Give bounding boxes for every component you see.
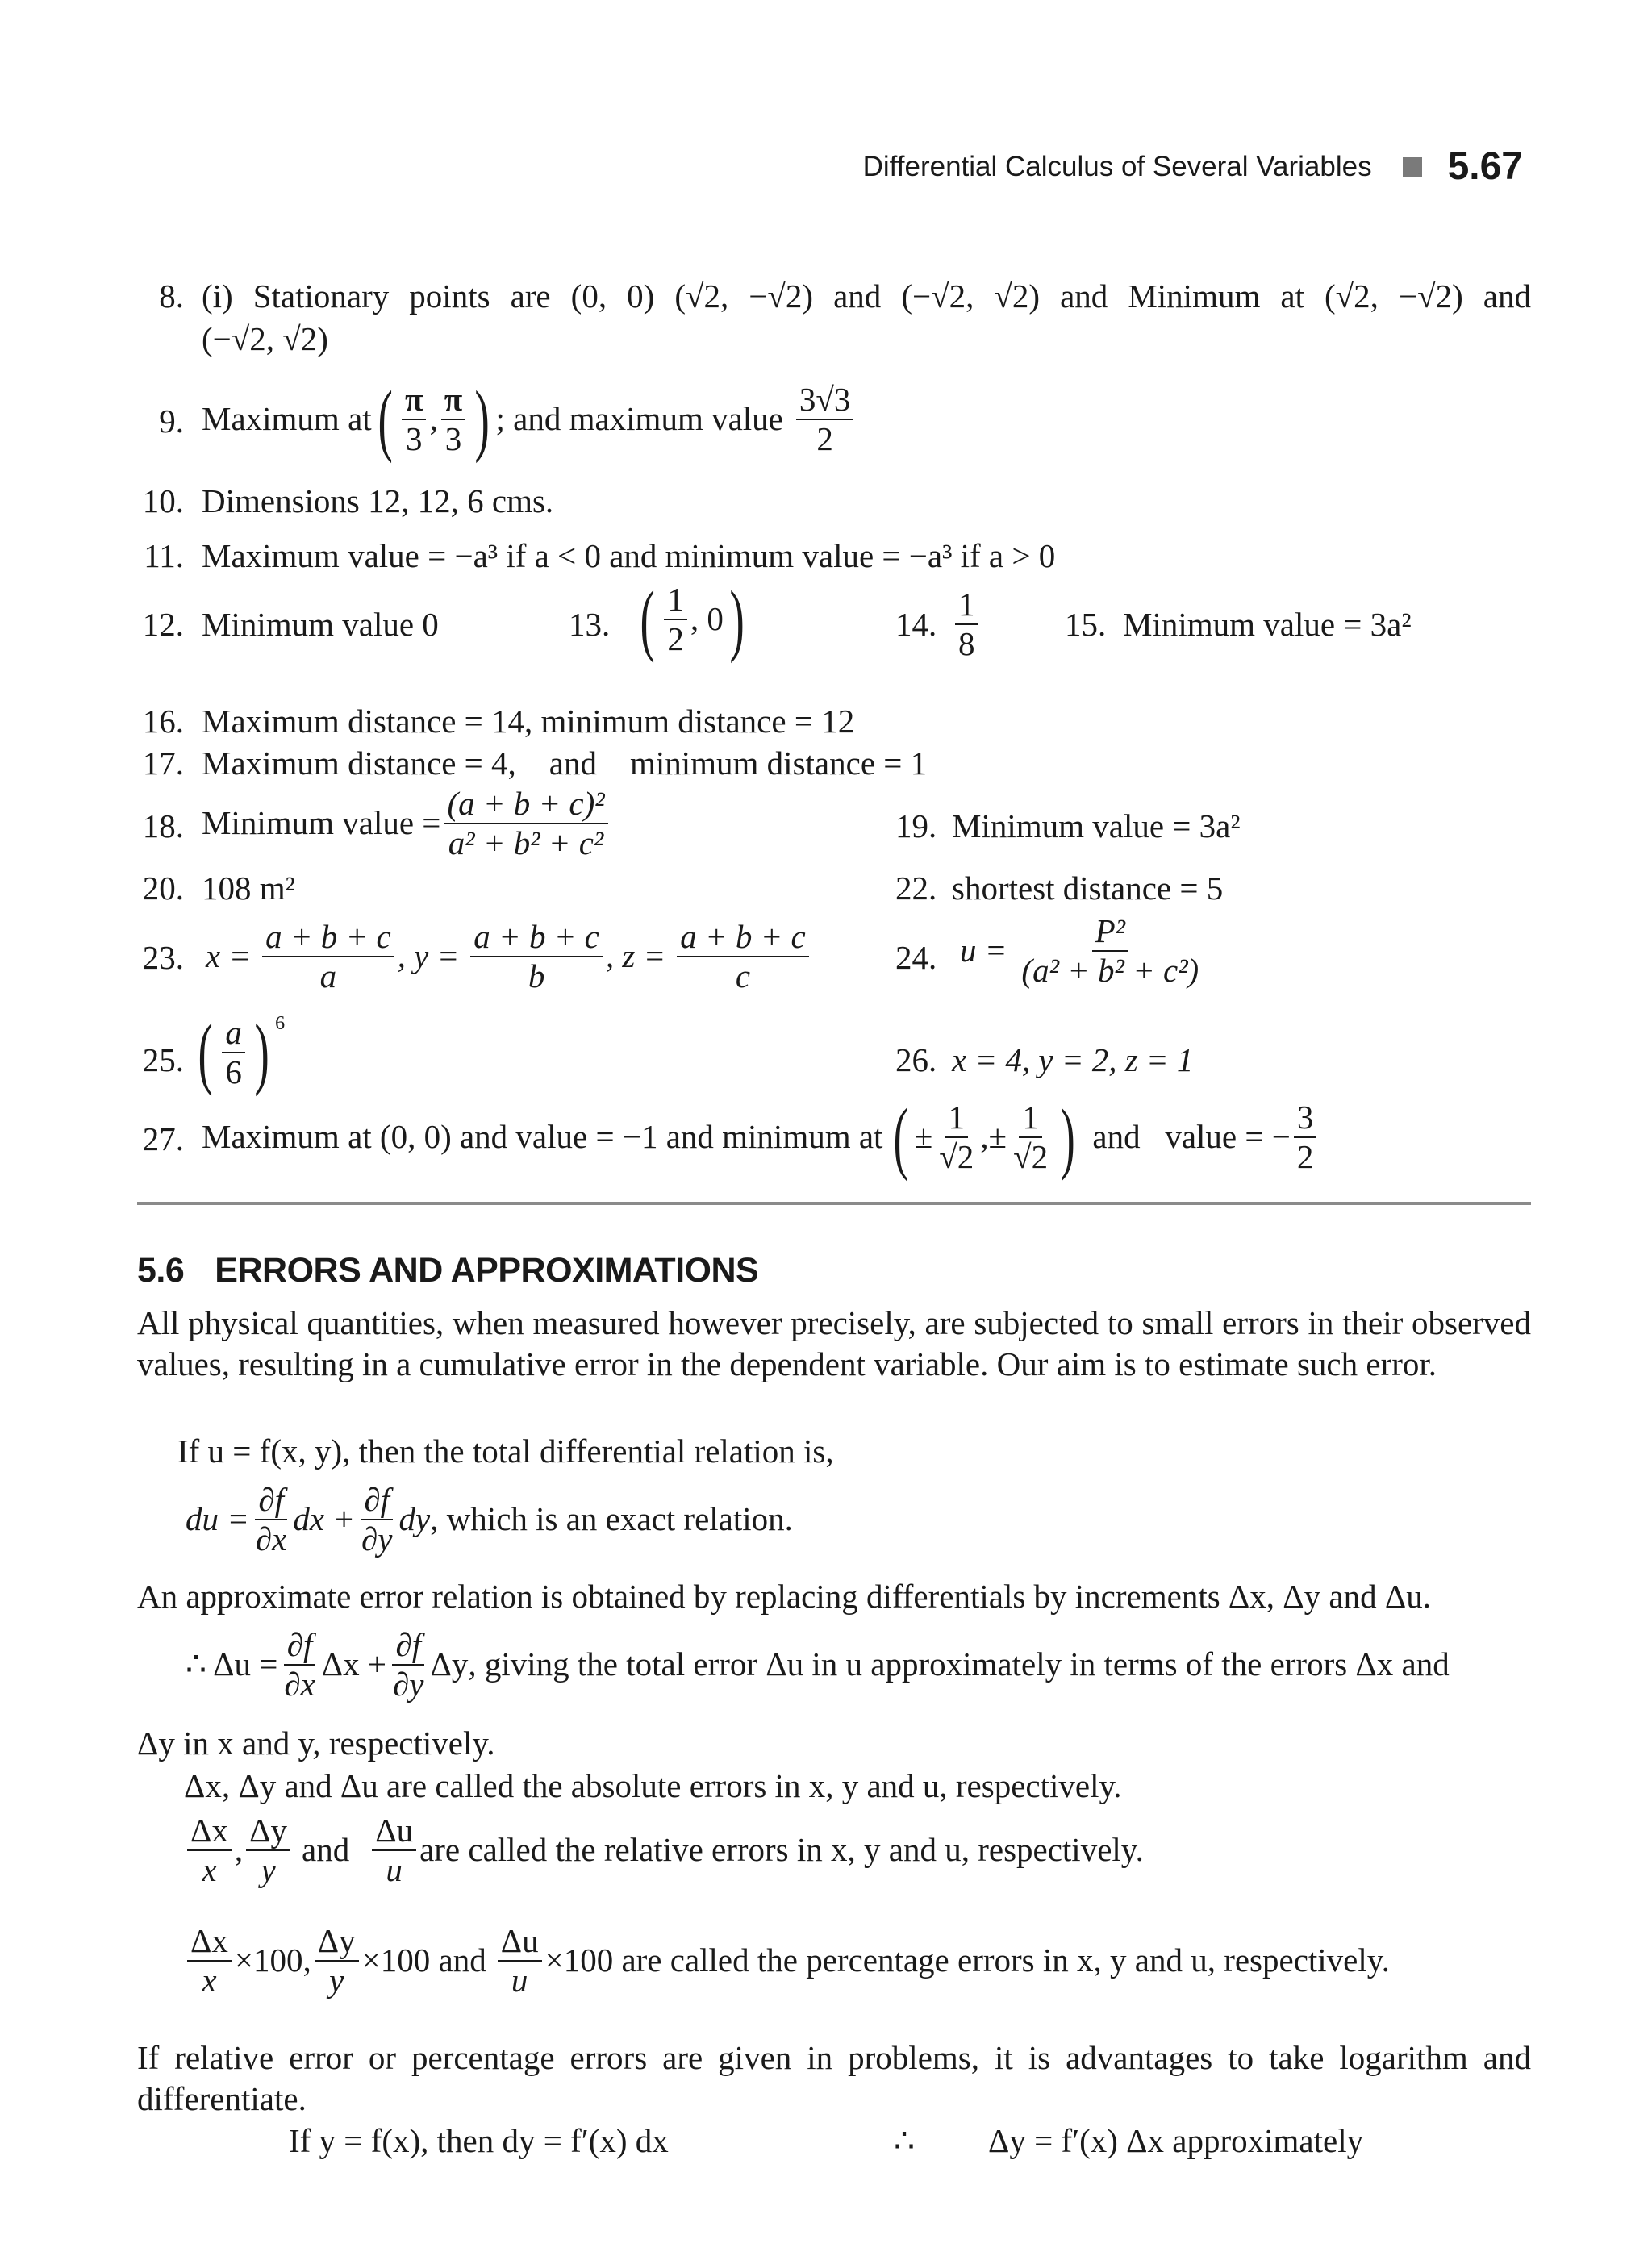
absolute-errors: Δx, Δy and Δu are called the absolute errors in x, y and u, respectively. xyxy=(184,1767,1122,1804)
answer-15: Minimum value = 3a² xyxy=(1123,606,1412,643)
fraction: $\frac{\text{P²}}{\text{(a² + b² + c²)}}$ xyxy=(1021,912,1199,990)
answer-13-number: 13. xyxy=(569,606,611,643)
answer-27-text: Maximum at (0, 0) and value = −1 and minimum at xyxy=(202,1118,883,1156)
fraction: $\frac{1}{8}$ xyxy=(955,587,978,661)
fraction: $\frac{1}{2}$ xyxy=(664,582,687,657)
page-number: 5.67 xyxy=(1447,145,1523,188)
answer-15-number: 15. xyxy=(1065,606,1107,643)
answer-16: Maximum distance = 14, minimum distance = 12 xyxy=(202,703,855,740)
relative-errors: $\frac{\Delta x}{x}$ , $\frac{\Delta y}{y}$ and $\frac{\Delta u}{u}$ are called the relative errors in x, y and u, respectively. xyxy=(184,1813,1144,1887)
du-equation: du = $\frac{\partial f}{\partial x}$ dx + $\frac{\partial f}{\partial y}$ dy , which is an exact relation. xyxy=(186,1481,793,1558)
running-header xyxy=(863,144,1523,190)
answer-10-number: 10. xyxy=(142,482,184,519)
answer-9-number: 9. xyxy=(159,402,184,440)
answer-14-number: 14. xyxy=(895,606,937,643)
section-heading xyxy=(137,1250,758,1292)
answer-24: u = $\frac{\text{P²}}{\text{(a² + b² + c²)}}$ xyxy=(960,914,1205,988)
answer-9-max-value: $\frac{3√3}{2}$ xyxy=(796,382,854,457)
fraction: $\frac{\Delta u}{u}$ xyxy=(498,1924,542,1998)
last-line-right: Δy = f′(x) Δx approximately xyxy=(988,2122,1364,2159)
answer-17: Maximum distance = 4, and minimum distance = 1 xyxy=(202,744,928,782)
answer-27: Maximum at (0, 0) and value = −1 and minimum at ( ± $\frac{1}{√2}$ , ± $\frac{1}{√2}$ ) and value = − $\frac{3}{2}$ xyxy=(202,1085,1320,1190)
delta-equation: ∴ Δu = $\frac{\partial f}{\partial x}$ Δx + $\frac{\partial f}{\partial y}$ Δy , giving the total error Δu in u approximately in terms of the errors Δx and xyxy=(186,1626,1450,1703)
answer-23: x = $\frac{a + b + c}{a}$ , y = $\frac{a + b + c}{b}$ , z = $\frac{a + b + c}{c}$ xyxy=(206,919,812,994)
answer-9-text2: ; and maximum value xyxy=(495,400,783,438)
answer-18 xyxy=(202,786,611,861)
fraction: $\frac{1}{√2}$ xyxy=(1013,1098,1049,1175)
section-divider xyxy=(137,1202,1531,1205)
answer-13: ( $\frac{1}{2}$ , 0 ) xyxy=(640,574,745,664)
header-title: Differential Calculus of Several Variables xyxy=(862,150,1372,182)
fraction: $\frac{a + b + c}{b}$ xyxy=(470,919,603,994)
answer-27-number: 27. xyxy=(142,1120,184,1157)
answer-11: Maximum value = −a³ if a < 0 and minimum value = −a³ if a > 0 xyxy=(202,537,1056,574)
answer-9-point: ( $\frac{\pi}{3}$ , $\frac{\pi}{3}$ ) xyxy=(378,374,490,464)
intro-paragraph: All physical quantities, when measured however precisely, are subjected to small errors in their observed values, resulting in a cumulative error in the dependent variable. Our aim is to estimate such error. xyxy=(137,1304,1531,1382)
fraction: $\frac{a + b + c}{c}$ xyxy=(677,919,809,994)
answer-26: x = 4, y = 2, z = 1 xyxy=(952,1041,1194,1078)
fraction: $\frac{\text{(a + b + c)²}}{\text{a² + b² + c²}}$ xyxy=(444,786,607,861)
answer-10: Dimensions 12, 12, 6 cms. xyxy=(202,482,554,519)
answer-19: Minimum value = 3a² xyxy=(952,807,1241,844)
last-line-left: If y = f(x), then dy = f′(x) dx xyxy=(289,2122,669,2159)
fraction: $\frac{\pi}{3}$ xyxy=(402,382,426,457)
fraction: $\frac{\partial f}{\partial y}$ xyxy=(361,1481,393,1558)
answer-25-number: 25. xyxy=(142,1041,184,1078)
fraction: $\frac{\Delta x}{x}$ xyxy=(187,1924,232,1998)
therefore-symbol: ∴ xyxy=(894,2122,916,2159)
fraction: $\frac{\Delta x}{x}$ xyxy=(187,1813,232,1887)
delta-cont: Δy in x and y, respectively. xyxy=(137,1724,495,1762)
fraction: $\frac{\partial f}{\partial y}$ xyxy=(393,1626,424,1703)
fraction: $\frac{3}{2}$ xyxy=(1294,1100,1317,1174)
approx-relation: An approximate error relation is obtained by replacing differentials by increments Δx, Δy and Δu. xyxy=(137,1578,1431,1615)
fraction: $\frac{\partial f}{\partial x}$ xyxy=(284,1626,315,1703)
answer-24-number: 24. xyxy=(895,939,937,976)
answer-22: shortest distance = 5 xyxy=(952,869,1224,907)
answer-12-number: 12. xyxy=(142,606,184,643)
square-icon xyxy=(1403,157,1422,177)
fraction: $\frac{\pi}{3}$ xyxy=(441,382,465,457)
answer-19-number: 19. xyxy=(895,807,937,844)
section-title: ERRORS AND APPROXIMATIONS xyxy=(215,1251,759,1290)
answer-25-exponent: 6 xyxy=(275,1013,286,1034)
fraction: $\frac{\Delta y}{y}$ xyxy=(315,1924,359,1998)
answer-12: Minimum value 0 xyxy=(202,606,439,643)
section-number: 5.6 xyxy=(137,1251,185,1290)
fraction: $\frac{\Delta y}{y}$ xyxy=(246,1813,290,1887)
fraction: $\frac{1}{√2}$ xyxy=(939,1098,974,1175)
if-u-line: If u = f(x, y), then the total differential relation is, xyxy=(177,1432,834,1470)
answer-18-text: Minimum value = xyxy=(202,804,441,842)
answer-20: 108 m² xyxy=(202,869,295,907)
answer-20-number: 20. xyxy=(142,869,184,907)
answer-14 xyxy=(952,587,982,661)
answer-11-number: 11. xyxy=(144,537,184,574)
answer-26-number: 26. xyxy=(895,1041,937,1078)
answer-8-line1: (i) Stationary points are (0, 0) (√2, −√2) and (−√2, √2) and Minimum at (√2, −√2) and xyxy=(202,277,1531,315)
answer-9 xyxy=(202,374,857,464)
fraction: $\frac{\partial f}{\partial x}$ xyxy=(255,1481,287,1558)
fraction: $\frac{a + b + c}{a}$ xyxy=(262,919,394,994)
answer-25: ( $\frac{a}{6}$ ) 6 xyxy=(198,1007,286,1097)
answer-23-number: 23. xyxy=(142,939,184,976)
answer-18-number: 18. xyxy=(142,807,184,844)
answer-8-number: 8. xyxy=(159,277,184,315)
answer-9-text: Maximum at xyxy=(202,400,372,438)
answer-16-number: 16. xyxy=(142,703,184,740)
answer-22-number: 22. xyxy=(895,869,937,907)
fraction: $\frac{\Delta u}{u}$ xyxy=(372,1813,416,1887)
log-note: If relative error or percentage errors are given in problems, it is advantages to take logarithm and differentiate. xyxy=(137,2039,1531,2117)
answer-17-number: 17. xyxy=(142,744,184,782)
percentage-errors: $\frac{\Delta x}{x}$ ×100, $\frac{\Delta y}{y}$ ×100 and $\frac{\Delta u}{u}$ ×100 are called the percentage errors in x, y and u, respectively. xyxy=(184,1924,1390,1998)
answer-8-line2: (−√2, √2) xyxy=(202,320,328,357)
fraction: $\frac{a}{6}$ xyxy=(222,1015,245,1090)
